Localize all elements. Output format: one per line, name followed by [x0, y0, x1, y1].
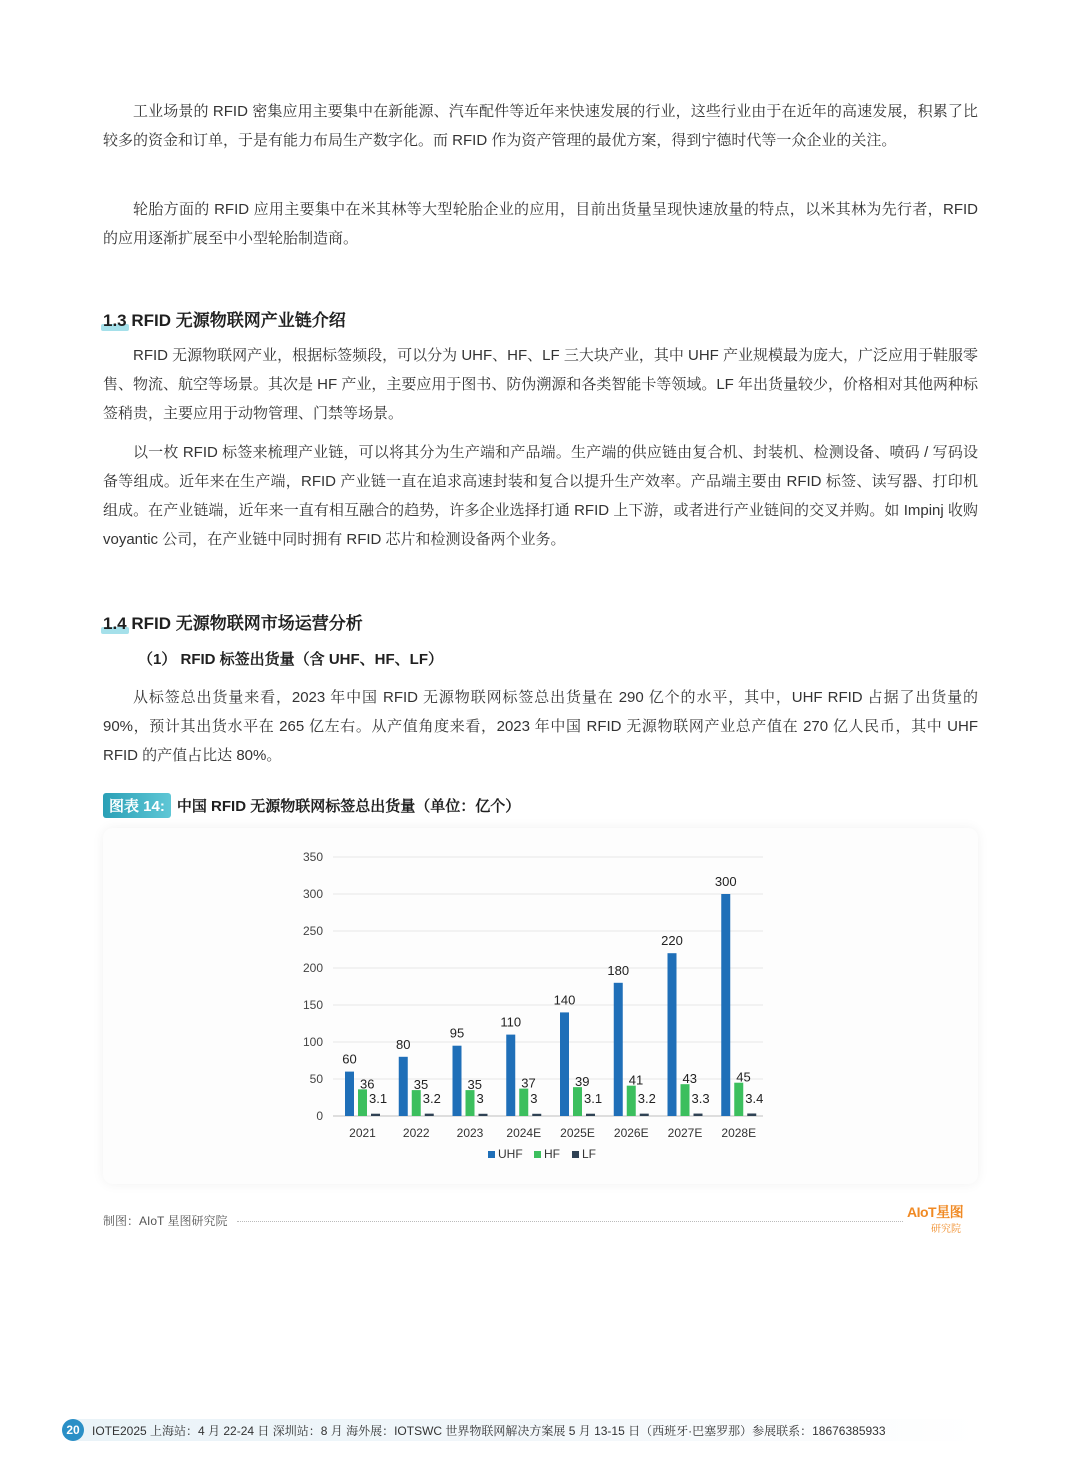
x-tick-label: 2025E	[560, 1126, 595, 1140]
section-number: 1.3	[103, 311, 127, 330]
figure-caption: 中国 RFID 无源物联网标签总出货量（单位：亿个）	[176, 798, 521, 815]
logo-subtext: 研究院	[931, 1224, 961, 1235]
section-heading-1-4	[103, 609, 363, 634]
legend-swatch-lf	[572, 1151, 579, 1158]
legend-swatch-hf	[534, 1151, 541, 1158]
data-label-uhf: 60	[342, 1051, 357, 1067]
legend-label-lf: LF	[582, 1147, 597, 1161]
y-tick-label: 100	[302, 1035, 323, 1049]
aiot-logo	[907, 1200, 982, 1236]
footer-bar	[62, 1419, 978, 1441]
subsection-heading: （1） RFID 标签出货量（含 UHF、HF、LF）	[138, 651, 443, 668]
x-tick-label: 2026E	[613, 1126, 649, 1140]
bar-lf	[425, 1114, 434, 1116]
bar-hf	[519, 1089, 528, 1116]
legend-swatch-uhf	[488, 1151, 495, 1158]
y-tick-label: 50	[309, 1072, 323, 1086]
bar-uhf	[560, 1012, 569, 1116]
data-label-uhf: 110	[500, 1014, 522, 1030]
paragraph-industry-chain: 以一枚 RFID 标签来梳理产业链，可以将其分为生产端和产品端。生产端的供应链由复合机、封装机、检测设备、喷码 / 写码设备等组成。近年来在生产端，RFID 产业链一直在追求高速封装和复合以提升生产效率。产品端主要由 RFID 标签、读写器、打印机组成。在产业链端，近年来一直有相互融合的趋势，许多企业选择打通 RFID 上下游，或者进行产业链间的交叉并购。如 Impinj 收购 voyantic 公司，在产业链中同时拥有 RFID 芯片和检测设备两个业务。	[103, 444, 978, 548]
section-title: RFID 无源物联网产业链介绍	[126, 311, 346, 330]
section-heading-1-3	[103, 306, 346, 331]
data-label-uhf: 220	[661, 933, 683, 949]
bar-hf	[466, 1090, 475, 1116]
dotted-divider	[237, 1221, 903, 1222]
paragraph-rfid-industry: RFID 无源物联网产业，根据标签频段，可以分为 UHF、HF、LF 三大块产业，其中 UHF 产业规模最为庞大，广泛应用于鞋服零售、物流、航空等场景。其次是 HF 产业，主要应用于图书、防伪溯源和各类智能卡等领域。LF 年出货量较少，价格相对其他两种标签稍贵，主要应用于动物管理、门禁等场景。	[103, 347, 979, 422]
data-label-hf: 35	[413, 1077, 429, 1093]
bar-uhf	[721, 894, 730, 1116]
bar-uhf	[345, 1072, 354, 1116]
chart-card	[103, 828, 978, 1184]
logo-text: AIoT星图	[907, 1204, 964, 1220]
data-label-lf: 3.4	[745, 1091, 764, 1106]
data-label-hf: 35	[467, 1077, 482, 1093]
x-tick-label: 2024E	[506, 1126, 542, 1140]
data-label-hf: 41	[628, 1072, 644, 1088]
data-label-uhf: 180	[607, 962, 630, 978]
figure-tag: 图表 14:	[103, 793, 171, 818]
data-label-hf: 37	[521, 1075, 536, 1091]
bar-lf	[586, 1114, 595, 1116]
data-label-uhf: 95	[449, 1025, 465, 1041]
bar-hf	[627, 1086, 636, 1116]
x-tick-label: 2021	[349, 1126, 376, 1140]
bar-lf	[747, 1113, 756, 1116]
data-label-hf: 43	[682, 1071, 697, 1087]
data-label-uhf: 300	[714, 874, 737, 889]
legend-label-uhf: UHF	[498, 1147, 523, 1161]
data-label-lf: 3.2	[637, 1091, 656, 1106]
y-tick-label: 300	[302, 887, 323, 901]
bar-uhf	[399, 1057, 408, 1116]
figure-title	[103, 793, 520, 818]
bar-lf	[479, 1114, 488, 1116]
bar-hf	[681, 1084, 690, 1116]
bar-uhf	[668, 953, 677, 1116]
data-label-hf: 36	[360, 1076, 375, 1092]
paragraph-tire-rfid: 轮胎方面的 RFID 应用主要集中在米其林等大型轮胎企业的应用，目前出货量呈现快速放量的特点，以米其林为先行者，RFID 的应用逐渐扩展至中小型轮胎制造商。	[103, 201, 978, 247]
data-label-lf: 3.1	[369, 1091, 388, 1106]
data-label-lf: 3	[476, 1091, 484, 1106]
data-label-hf: 39	[575, 1074, 590, 1090]
bar-hf	[734, 1083, 743, 1116]
section-number: 1.4	[103, 614, 127, 633]
source-text: 制图：AIoT 星图研究院	[103, 1213, 228, 1228]
y-tick-label: 350	[302, 850, 323, 864]
legend-label-hf: HF	[544, 1147, 560, 1161]
bar-uhf	[506, 1035, 515, 1116]
bar-hf	[412, 1090, 421, 1116]
bar-uhf	[453, 1046, 462, 1116]
bar-uhf	[614, 983, 623, 1116]
bar-hf	[358, 1089, 367, 1116]
x-tick-label: 2022	[402, 1126, 430, 1140]
bar-chart	[103, 828, 978, 1184]
data-label-lf: 3.2	[422, 1091, 441, 1106]
bar-lf	[371, 1114, 380, 1116]
bar-lf	[640, 1114, 649, 1116]
data-label-lf: 3.1	[584, 1091, 603, 1106]
x-tick-label: 2023	[456, 1126, 484, 1140]
bar-hf	[573, 1087, 582, 1116]
x-tick-label: 2027E	[667, 1126, 703, 1140]
x-tick-label: 2028E	[721, 1126, 757, 1140]
section-title: RFID 无源物联网市场运营分析	[126, 614, 363, 633]
paragraph-industrial-rfid: 工业场景的 RFID 密集应用主要集中在新能源、汽车配件等近年来快速发展的行业，这些行业由于在近年的高速发展，积累了比较多的资金和订单，于是有能力布局生产数字化。而 RFID 作为资产管理的最优方案，得到宁德时代等一众企业的关注。	[103, 103, 978, 149]
y-tick-label: 0	[316, 1109, 323, 1123]
y-tick-label: 150	[302, 998, 323, 1012]
bar-lf	[694, 1114, 703, 1116]
paragraph-shipment: 从标签总出货量来看，2023 年中国 RFID 无源物联网标签总出货量在 290 亿个的水平，其中，UHF RFID 占据了出货量的 90%，预计其出货水平在 265 亿左右。从产值角度来看，2023 年中国 RFID 无源物联网产业总产值在 270 亿人民币，其中 UHF RFID 的产值占比达 80%。	[103, 689, 978, 764]
y-tick-label: 250	[302, 924, 323, 938]
data-label-uhf: 80	[396, 1036, 411, 1052]
footer-text: IOTE2025 上海站：4 月 22-24 日 深圳站：8 月 海外展：IOTSWC 世界物联网解决方案展 5 月 13-15 日（西班牙·巴塞罗那）参展联系：18676385933	[92, 1423, 886, 1438]
y-tick-label: 200	[302, 961, 323, 975]
page-number: 20	[62, 1419, 84, 1441]
bar-lf	[532, 1114, 541, 1116]
data-label-lf: 3.3	[691, 1091, 710, 1106]
figure-source	[103, 1211, 903, 1229]
data-label-lf: 3	[530, 1091, 538, 1106]
data-label-uhf: 140	[553, 992, 576, 1008]
data-label-hf: 45	[736, 1069, 751, 1085]
